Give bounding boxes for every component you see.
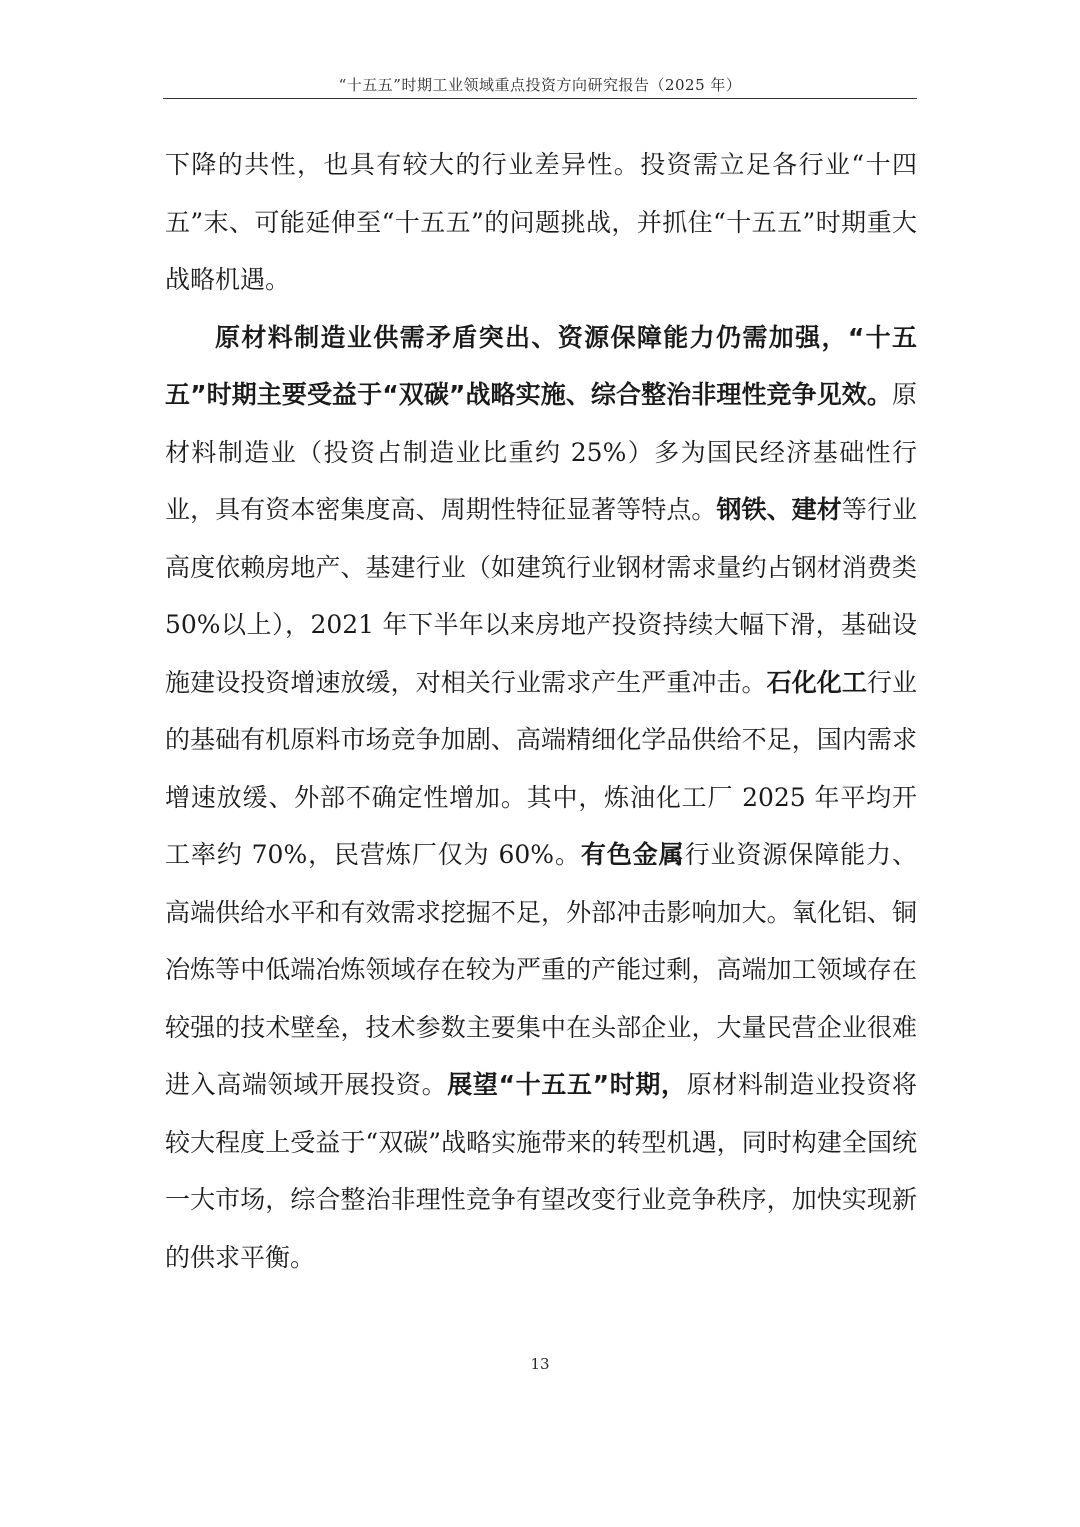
- body-text: [165, 136, 917, 1286]
- bold-keyword-nonferrous-metals: 有色金属: [580, 840, 685, 869]
- bold-keyword-outlook: 展望“十五五”时期，: [447, 1070, 687, 1099]
- header-divider: [163, 98, 917, 99]
- page-number: 13: [530, 1355, 550, 1373]
- paragraph-text: 等行业高度依赖房地产、基建行业（如建筑行业钢材需求量约占钢材消费类 50%以上），2021 年下半年以来房地产投资持续大幅下滑，基础设施建设投资增速放缓，对相关行业需求产生严重冲击。: [165, 495, 917, 697]
- bold-lead-sentence: 原材料制造业供需矛盾突出、资源保障能力仍需加强，“十五五”时期主要受益于“双碳”战略实施、综合整治非理性竞争见效。: [165, 322, 917, 409]
- paragraph-text: 行业的基础有机原料市场竞争加剧、高端精细化学品供给不足，国内需求增速放缓、外部不确定性增加。其中，炼油化工厂 2025 年平均开工率约 70%，民营炼厂仅为 60%。: [165, 667, 917, 869]
- paragraph-raw-materials: [165, 309, 917, 1287]
- bold-keyword-petrochemical: 石化化工: [766, 667, 867, 697]
- paragraph-text: 原材料制造业（投资占制造业比重约 25%）多为国民经济基础性行业，具有资本密集度高、周期性特征显著等特点。: [165, 380, 917, 524]
- paragraph-text: 行业资源保障能力、高端供给水平和有效需求挖掘不足，外部冲击影响加大。氧化铝、铜冶炼等中低端冶炼领域存在较为严重的产能过剩，高端加工领域存在较强的技术壁垒，技术参数主要集中在头部企业，大量民营企业很难进入高端领域开展投资。: [165, 840, 917, 1099]
- bold-keyword-steel-building-materials: 钢铁、建材: [716, 495, 842, 524]
- paragraph-continuation: 下降的共性，也具有较大的行业差异性。投资需立足各行业“十四五”末、可能延伸至“十五五”的问题挑战，并抓住“十五五”时期重大战略机遇。: [165, 150, 918, 294]
- running-header: “十五五”时期工业领域重点投资方向研究报告（2025 年）: [338, 76, 742, 94]
- paragraph-text: 原材料制造业投资将较大程度上受益于“双碳”战略实施带来的转型机遇，同时构建全国统一大市场，综合整治非理性竞争有望改变行业竞争秩序，加快实现新的供求平衡。: [165, 1070, 917, 1272]
